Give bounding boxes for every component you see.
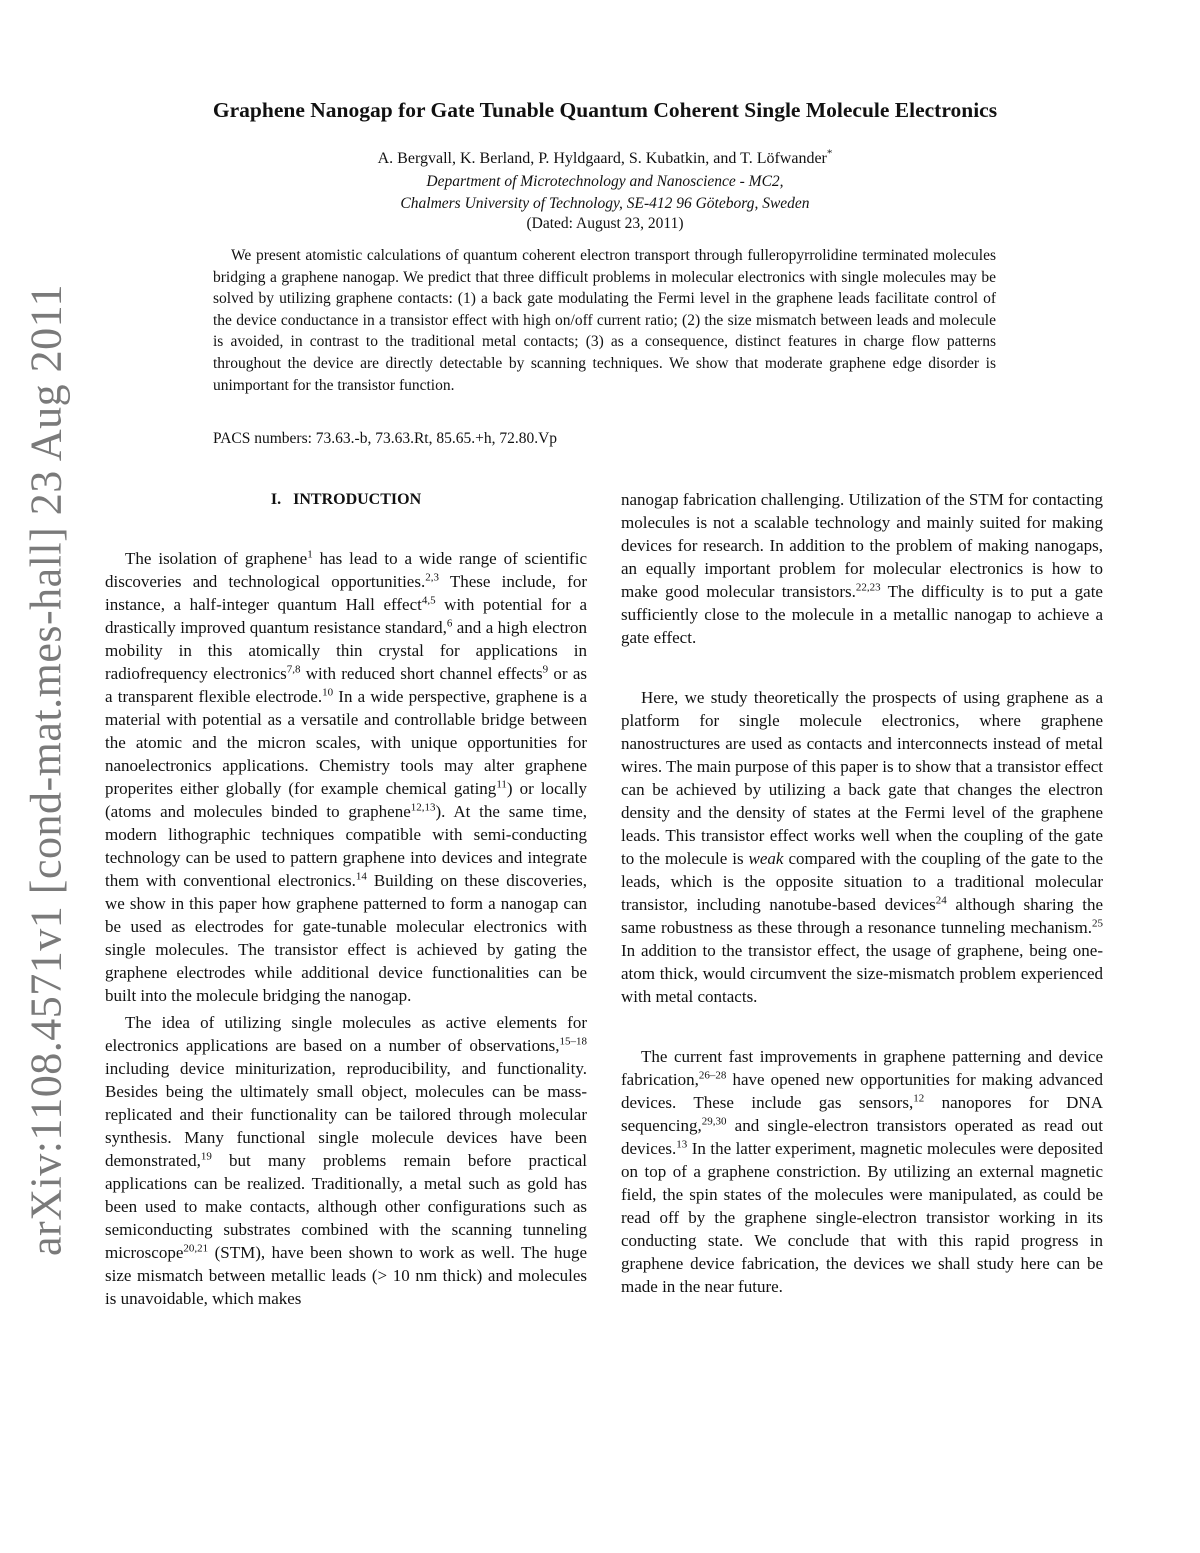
body-text: although sharing the same robustness as these through a resonance tunneling mechanism. (621, 895, 1103, 937)
corresponding-author-mark: * (826, 147, 833, 160)
dated-line: (Dated: August 23, 2011) (526, 215, 684, 232)
paragraph (621, 488, 1103, 649)
body-text: including device miniturization, reproducibility, and functionality. Besides being the ultimately small object, molecules can be mass-replicated and their functionality can be tailored through molecular synthesis. Many functional single molecule devices have been demonstrated, (105, 1059, 587, 1170)
paragraph (621, 1045, 1103, 1298)
citation-ref: 20,21 (183, 1242, 209, 1255)
left-column (105, 488, 587, 1310)
body-text: The idea of utilizing single molecules as active elements for electronics applications are based on a number of observations, (105, 1013, 587, 1055)
body-text: (STM), have been shown to work as well. The huge size mismatch between metallic leads (> 10 nm thick) and molecules is unavoidable, which makes (105, 1243, 587, 1308)
citation-ref: 22,23 (855, 581, 881, 594)
body-text: and single-electron transistors operated as read out devices. (621, 1116, 1103, 1158)
authors-text: A. Bergvall, K. Berland, P. Hyldgaard, S. Kubatkin, and T. Löfwander (377, 150, 827, 167)
citation-ref: 25 (1092, 917, 1103, 930)
body-text: nanogap fabrication challenging. Utilization of the STM for contacting molecules is not a scalable technology and mainly suited for making devices for research. In addition to the problem of making nanogaps, an equally important problem for molecular electronics is how to make good molecular transistors. (621, 490, 1103, 601)
affiliation-line-2: Chalmers University of Technology, SE-412 96 Göteborg, Sweden (400, 195, 810, 212)
body-text: and a high electron mobility in this atomically thin crystal for applications in radiofrequency electronics (105, 618, 587, 683)
body-text: ). At the same time, modern lithographic techniques compatible with semi-conducting technology can be used to pattern graphene into devices and integrate them with conventional electronics. (105, 802, 588, 890)
body-text: compared with the coupling of the gate to the leads, which is the opposite situation to a traditional molecular transistor, including nanotube-based devices (621, 849, 1103, 914)
section-number: I. (270, 491, 282, 508)
body-text: but many problems remain before practical applications can be realized. Traditionally, a metal such as gold has been used to make contacts, although other configurations such as semiconducting substrates combined with the scanning tunneling microscope (105, 1151, 587, 1262)
body-text: ) or locally (atoms and molecules binded to graphene (105, 779, 587, 821)
citation-ref: 19 (200, 1150, 212, 1163)
citation-ref: 29,30 (701, 1115, 727, 1128)
abstract: We present atomistic calculations of quantum coherent electron transport through fulleropyrrolidine terminated molecules bridging a graphene nanogap. We predict that three difficult problems in molecular electronics with single molecules may be solved by utilizing graphene contacts: (1) a back gate modulating the Fermi level in the graphene leads facilitate control of the device conductance in a transistor effect with high on/off current ratio; (2) the size mismatch between leads and molecule is avoided, in contrast to the traditional metal contacts; (3) as a consequence, distinct features in charge flow patterns throughout the device are directly detectable by scanning techniques. We show that moderate graphene edge disorder is unimportant for the transistor function. (213, 247, 996, 394)
citation-ref: 12,13 (410, 801, 436, 814)
citation-ref: 12 (913, 1092, 925, 1105)
author-list (100, 147, 1110, 168)
body-text: In addition to the transistor effect, the usage of graphene, being one-atom thick, would circumvent the size-mismatch problem experienced with metal contacts. (621, 941, 1103, 1006)
emphasis-text: weak (748, 849, 784, 868)
citation-ref: 26–28 (698, 1069, 727, 1082)
section-heading (105, 488, 587, 511)
citation-ref: 14 (355, 870, 367, 883)
citation-ref: 4,5 (421, 594, 436, 607)
paragraph (621, 686, 1103, 1008)
body-text: has lead to a wide range of scientific discoveries and technological opportunities. (105, 549, 587, 591)
citation-ref: 9 (542, 663, 549, 676)
section-title: INTRODUCTION (293, 491, 422, 508)
body-text: with reduced short channel effects (300, 664, 543, 683)
right-column (621, 488, 1103, 1298)
affiliation-line-1: Department of Microtechnology and Nanoscience - MC2, (426, 173, 784, 190)
citation-ref: 7,8 (286, 663, 301, 676)
body-text: The current fast improvements in graphene patterning and device fabrication, (621, 1047, 1103, 1089)
citation-ref: 15–18 (559, 1035, 587, 1048)
citation-ref: 2,3 (425, 571, 439, 584)
body-text: have opened new opportunities for making advanced devices. These include gas sensors, (621, 1070, 1103, 1112)
citation-ref: 24 (935, 894, 947, 907)
citation-ref: 1 (307, 548, 313, 561)
citation-ref: 6 (446, 617, 453, 630)
arxiv-sidebar-stamp: arXiv:1108.4571v1 [cond-mat.mes-hall] 23 Aug 2011 (21, 284, 71, 1256)
body-text: Building on these discoveries, we show in this paper how graphene patterned to form a nanogap can be used as electrodes for gate-tunable molecular electronics with single molecules. The transistor effect is achieved by gating the graphene electrodes while additional device functionalities can be built into the molecule bridging the nanogap. (105, 871, 587, 1005)
body-text: In the latter experiment, magnetic molecules were deposited on top of a graphene constriction. By utilizing an external magnetic field, the spin states of the molecules were manipulated, as could be read off by the graphene single-electron transistor working in its conducting state. We conclude that with this rapid progress in graphene device fabrication, the devices we shall study here can be made in the near future. (621, 1139, 1103, 1296)
body-text: Here, we study theoretically the prospects of using graphene as a platform for single molecule electronics, where graphene nanostructures are used as contacts and interconnects instead of metal wires. The main purpose of this paper is to show that a transistor effect can be achieved by utilizing a back gate that changes the electron density and the density of states at the Fermi level of the graphene leads. This transistor effect works well when the coupling of the gate to the molecule is (621, 688, 1103, 868)
body-text: or as a transparent flexible electrode. (105, 664, 587, 706)
body-text: with potential for a drastically improved quantum resistance standard, (105, 595, 588, 637)
body-text: The isolation of graphene (125, 549, 308, 568)
body-text: In a wide perspective, graphene is a material with potential as a versatile and controllable bridge between the atomic and the micron scales, with unique opportunities for nanoelectronics applications. Chemistry tools may alter graphene properites either globally (for example chemical gating (105, 687, 587, 798)
body-text: These include, for instance, a half-integer quantum Hall effect (105, 572, 587, 614)
citation-ref: 13 (676, 1138, 688, 1151)
paragraph (105, 547, 587, 1007)
pacs-numbers: PACS numbers: 73.63.-b, 73.63.Rt, 85.65.+h, 72.80.Vp (213, 430, 558, 447)
paragraph (105, 1011, 587, 1310)
body-text: nanopores for DNA sequencing, (621, 1093, 1103, 1135)
citation-ref: 11 (496, 778, 507, 791)
citation-ref: 10 (322, 686, 334, 699)
body-text: The difficulty is to put a gate sufficiently close to the molecule in a metallic nanogap to achieve a gate effect. (621, 582, 1103, 647)
paper-title: Graphene Nanogap for Gate Tunable Quantum Coherent Single Molecule Electronics (212, 98, 998, 122)
